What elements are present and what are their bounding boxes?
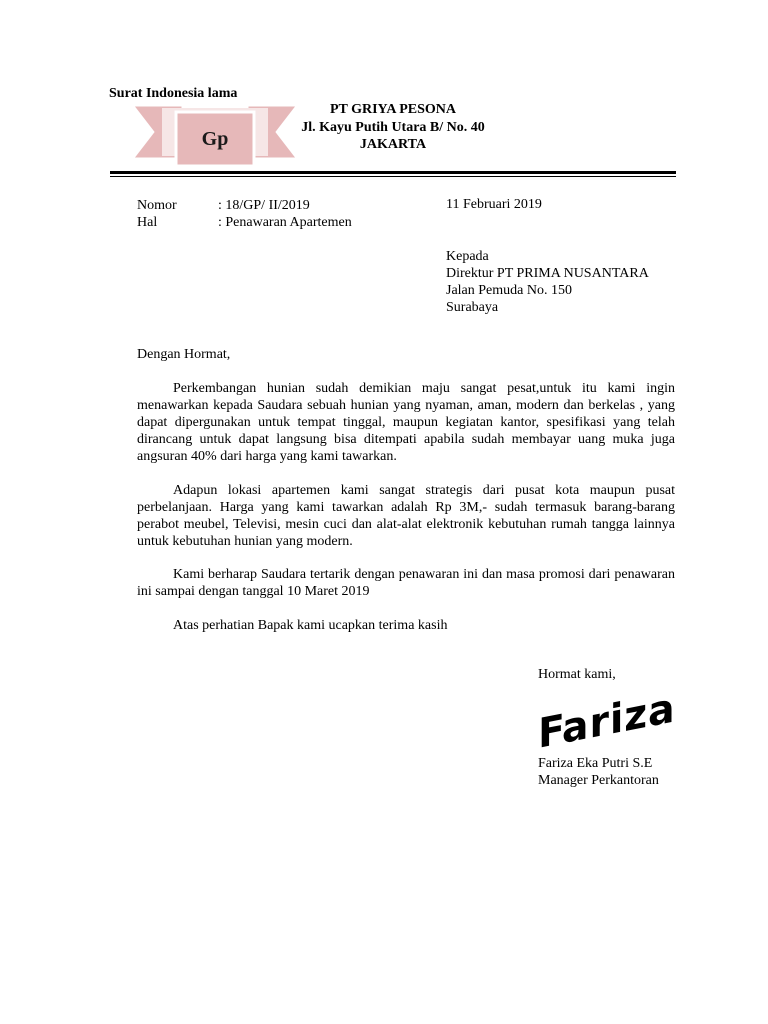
header-divider-thin	[110, 176, 676, 177]
document-label: Surat Indonesia lama	[109, 86, 238, 101]
company-address: Jl. Kayu Putih Utara B/ No. 40	[301, 120, 485, 135]
logo-text: Gp	[201, 128, 229, 150]
recipient-kepada: Kepada	[446, 249, 489, 264]
signer-name: Fariza Eka Putri S.E	[538, 756, 653, 771]
greeting: Dengan Hormat,	[137, 347, 231, 362]
body-paragraph: Perkembangan hunian sudah demikian maju sangat pesat,untuk itu kami ingin menawarkan kepada Saudara sebuah hunian yang nyaman, aman, modern dan berkelas , yang dapat dipergunakan untuk tempat tinggal, maupun kegiatan kantor, spesifikasi yang telah dirancang untuk dapat langsung bisa ditempati apabila sudah membayar uang muka juga angsuran 40% dari harga yang kami tawarkan.	[137, 381, 675, 464]
body-paragraph: Adapun lokasi apartemen kami sangat strategis dari pusat kota maupun pusat perbelanjaan. Harga yang kami tawarkan adalah Rp 3M,- sudah termasuk barang-barang perabot meubel, Televisi, mesin cuci dan alat-alat elektronik kebutuhan rumah tangga lainnya untuk kebutuhan hunian yang modern.	[137, 483, 675, 549]
recipient-city: Surabaya	[446, 300, 499, 315]
nomor-value: : 18/GP/ II/2019	[218, 198, 310, 213]
company-logo	[132, 100, 298, 166]
company-city: JAKARTA	[359, 137, 427, 152]
letter-date: 11 Februari 2019	[446, 197, 542, 212]
recipient-name: Direktur PT PRIMA NUSANTARA	[446, 266, 649, 281]
body-paragraph: Kami berharap Saudara tertarik dengan penawaran ini dan masa promosi dari penawaran ini sampai dengan tanggal 10 Maret 2019	[137, 567, 675, 599]
hal-value: : Penawaran Apartemen	[218, 215, 352, 230]
header-divider-thick	[110, 171, 676, 174]
signature: Fariza	[534, 685, 680, 758]
recipient-street: Jalan Pemuda No. 150	[446, 283, 572, 298]
signer-title: Manager Perkantoran	[538, 773, 659, 788]
company-name: PT GRIYA PESONA	[329, 102, 457, 117]
hal-label: Hal	[137, 215, 158, 230]
nomor-label: Nomor	[137, 198, 177, 213]
body-paragraph: Atas perhatian Bapak kami ucapkan terima kasih	[173, 618, 448, 633]
recipient-block	[446, 248, 649, 316]
closing-salutation: Hormat kami,	[538, 667, 616, 682]
